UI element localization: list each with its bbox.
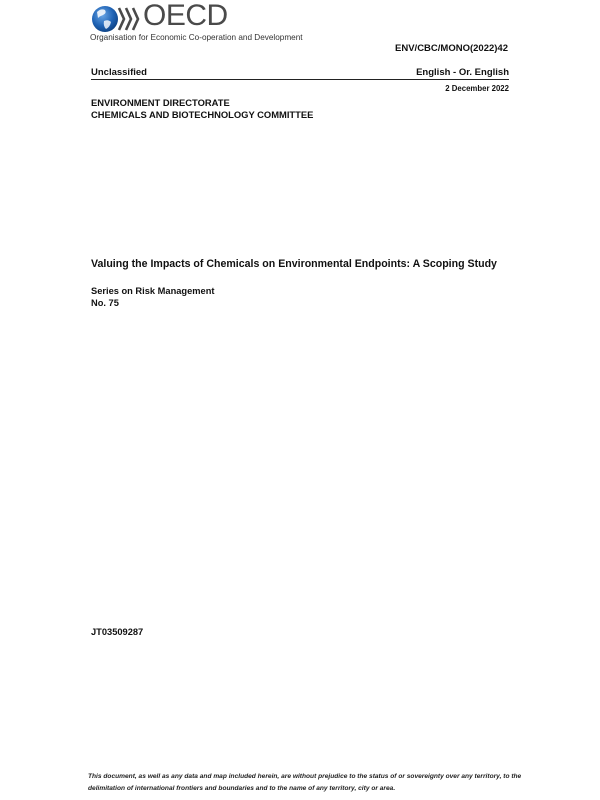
oecd-logo-text: OECD [143,0,228,32]
series-block [91,285,214,309]
series-number: No. 75 [91,298,119,308]
jt-code: JT03509287 [91,627,144,637]
series-name: Series on Risk Management [91,286,215,296]
document-reference: ENV/CBC/MONO(2022)42 [395,43,508,54]
document-title: Valuing the Impacts of Chemicals on Environmental Endpoints: A Scoping Study [91,258,497,270]
disclaimer-text: This document, as well as any data and map included herein, are without prejudice to the status of or sovereignty over any territory, to the delimitation of international frontiers and boundaries and to the name of any territory, city or area. [88,773,522,792]
classification-row [91,67,509,80]
oecd-tagline: Organisation for Economic Co-operation and Development [90,33,303,42]
document-date: 2 December 2022 [445,84,509,93]
directorate-block [91,97,313,120]
language-label: English - Or. English [416,67,509,78]
oecd-globe-icon [91,4,141,34]
classification-label: Unclassified [91,67,147,78]
directorate-name: ENVIRONMENT DIRECTORATE [91,97,230,108]
oecd-logo [88,2,308,44]
committee-name: CHEMICALS AND BIOTECHNOLOGY COMMITTEE [91,108,314,120]
